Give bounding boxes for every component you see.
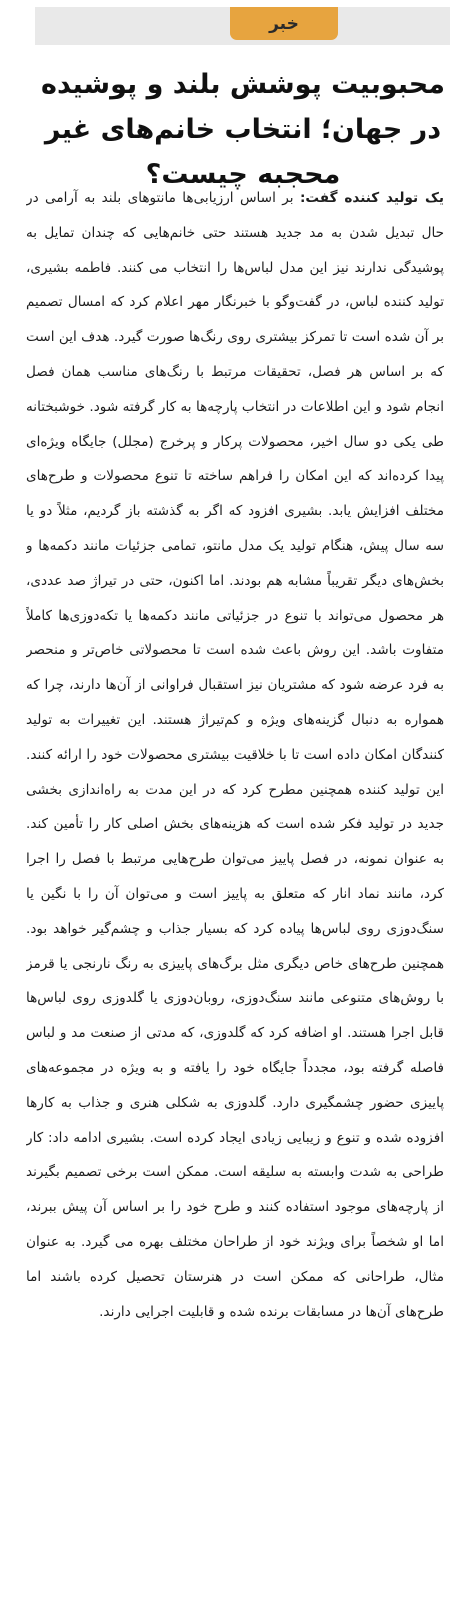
section-header-bar xyxy=(35,7,450,45)
section-tag xyxy=(230,7,338,40)
article-headline: محبوبیت پوشش بلند و پوشیده در جهان؛ انتخاب خانم‌های غیر محجبه چیست؟ xyxy=(41,69,445,190)
article-body-text: بر اساس ارزیابی‌ها مانتوهای بلند به آرامی در حال تبدیل شدن به مد جدید هستند حتی خانم‌هایی که چندان تمایل به پوشیدگی ندارند نیز این مدل لباس‌ها را انتخاب می کنند. فاطمه بشیری، تولید کننده لباس، در گفت‌وگو با خبرنگار مهر اعلام کرد که امسال تصمیم بر آن شده است تا تمرکز بیشتری روی رنگ‌ها صورت گیرد. هدف این است که بر اساس هر فصل، تحقیقات مرتبط با رنگ‌های مناسب همان فصل انجام شود و این اطلاعات در انتخاب پارچه‌ها به کار گرفته شود. خوشبختانه طی یکی دو سال اخیر، محصولات پرکار و پرخرج (مجلل) جایگاه ویژه‌ای پیدا کرده‌اند که این امکان را فراهم ساخته تا تنوع محصولات و طرح‌های مختلف افزایش یابد. بشیری افزود که اگر به گذشته باز گردیم، مثلاً دو یا سه سال پیش، هنگام تولید یک مدل مانتو، تمامی جزئیات مانند دکمه‌ها و بخش‌های دیگر تقریباً مشابه هم بودند. اما اکنون، حتی در تیراژ صد عددی، هر محصول می‌تواند با تنوع در جزئیاتی مانند دکمه‌ها یا تکه‌دوزی‌ها کاملاً متفاوت باشد. این روش باعث شده است تا محصولاتی خاص‌تر و منحصر به فرد عرضه شود که مشتریان نیز استقبال فراوانی از آن‌ها دارند، چرا که همواره به دنبال گزینه‌های ویژه و کم‌تیراژ هستند. این تغییرات به تولید کنندگان امکان داده است تا با خلاقیت بیشتری محصولات خود را ارائه کنند. این تولید کننده همچنین مطرح کرد که در این مدت به راه‌اندازی بخشی جدید در تولید فکر شده است که هزینه‌های بخش اصلی کار را تأمین کند. به عنوان نمونه، در فصل پاییز می‌توان طرح‌هایی مرتبط با فصل را اجرا کرد، مانند نماد انار که متعلق به پاییز است و می‌توان آن را با نگین یا سنگ‌دوزی روی لباس‌ها پیاده کرد که بسیار جذاب و چشم‌گیر خواهد بود. همچنین طرح‌های خاص دیگری مثل برگ‌های پاییزی به رنگ نارنجی یا قرمز با روش‌های متنوعی مانند سنگ‌دوزی، روبان‌دوزی یا گلدوزی روی لباس‌ها قابل اجرا هستند. او اضافه کرد که گلدوزی، که مدتی از صنعت مد و لباس فاصله گرفته بود، مجدداً جایگاه خود را یافته و به ویژه در مجموعه‌های پاییزی حضور چشمگیری دارد. گلدوزی به شکلی هنری و جذاب به کارها افزوده شده و تنوع و زیبایی زیادی ایجاد کرده است. بشیری ادامه داد: کار طراحی به شدت وابسته به سلیقه است. ممکن است برخی تصمیم بگیرند از پارچه‌های موجود استفاده کنند و طرح خود را بر اساس آن پیش ببرند، اما او شخصاً برای ویژند خود از طراحان مختلف بهره می گیرد. به عنوان مثال، طراحانی که ممکن است در هنرستان تحصیل کرده باشند اما طرح‌های آن‌ها در مسابقات برنده شده و قابلیت اجرایی دارند. xyxy=(26,190,444,1320)
article-lead: یک تولید کننده گفت: xyxy=(299,190,444,206)
article-body xyxy=(26,181,444,1581)
section-tag-label: خبر xyxy=(269,13,299,34)
